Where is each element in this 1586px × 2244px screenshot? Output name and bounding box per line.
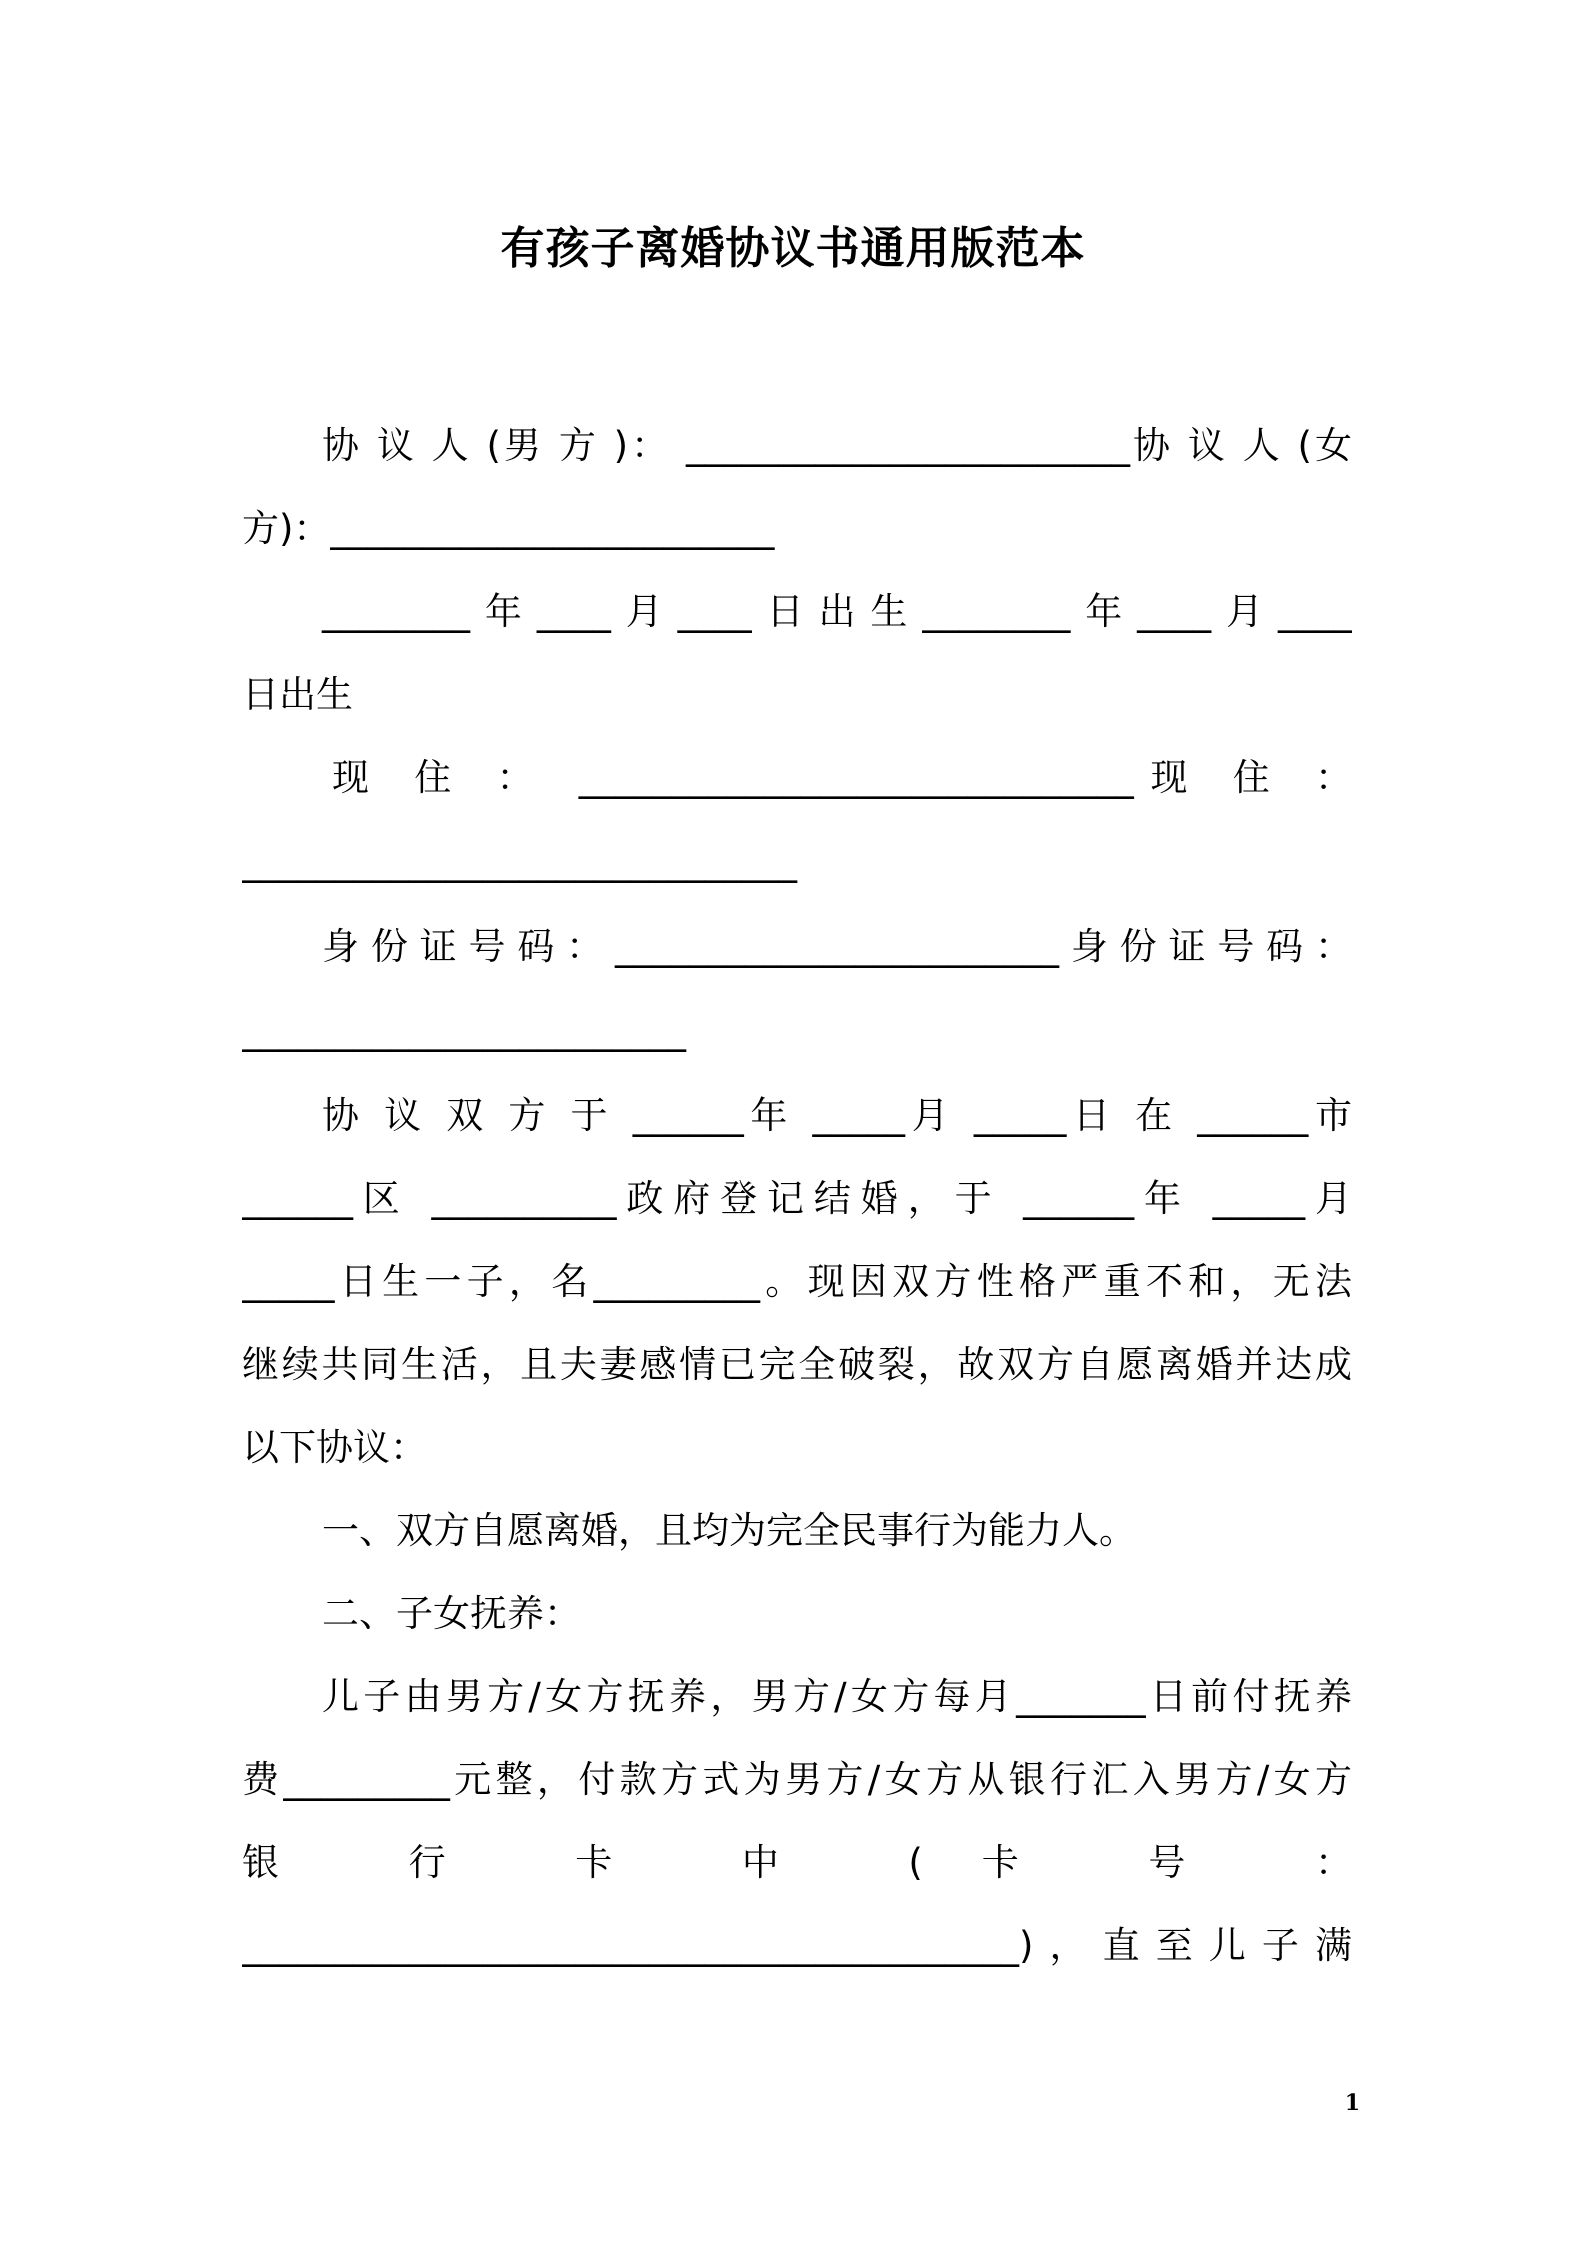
text-line: 方)：________________________ — [242, 507, 775, 550]
text-line: 协 议 人 (男 方 )： ________________________协 议 人 (女 — [322, 424, 1352, 467]
text-line: __________________________________________)，直至儿子满 — [242, 1924, 1352, 1967]
text-line: 儿子由男方/女方抚养，男方/女方每月_______日前付抚养 — [322, 1675, 1352, 1718]
text-line: 身份证号码：________________________身份证号码： — [322, 925, 1352, 968]
text-line: 以下协议： — [242, 1426, 427, 1469]
text-line: _____日生一子，名_________。现因双方性格严重不和，无法 — [242, 1260, 1352, 1303]
text-line: 现 住 ： ______________________________现 住 ： — [332, 756, 1352, 799]
text-line: 日出生 — [242, 673, 353, 716]
text-line: ______________________________ — [242, 840, 797, 883]
text-line: 银 行 卡 中 (卡 号 ： — [242, 1841, 1352, 1884]
text-line: ________________________ — [242, 1009, 686, 1052]
text-line: ______区 __________政府登记结婚，于 ______年 _____月 — [242, 1177, 1352, 1220]
document-body — [242, 404, 1352, 1987]
document-title: 有孩子离婚协议书通用版范本 — [500, 223, 1086, 274]
text-line: 费_________元整，付款方式为男方/女方从银行汇入男方/女方 — [242, 1758, 1352, 1801]
page-number: 1 — [1344, 2090, 1360, 2116]
text-line: 一、双方自愿离婚，且均为完全民事行为能力人。 — [322, 1509, 1136, 1552]
text-line: ________年____月____日出生________年____月____ — [322, 590, 1352, 633]
text-line: 协 议 双 方 于 ______年 _____月 _____日 在 ______市 — [322, 1094, 1352, 1137]
text-line: 二、子女抚养： — [322, 1592, 581, 1635]
text-line: 继续共同生活，且夫妻感情已完全破裂，故双方自愿离婚并达成 — [242, 1343, 1352, 1386]
